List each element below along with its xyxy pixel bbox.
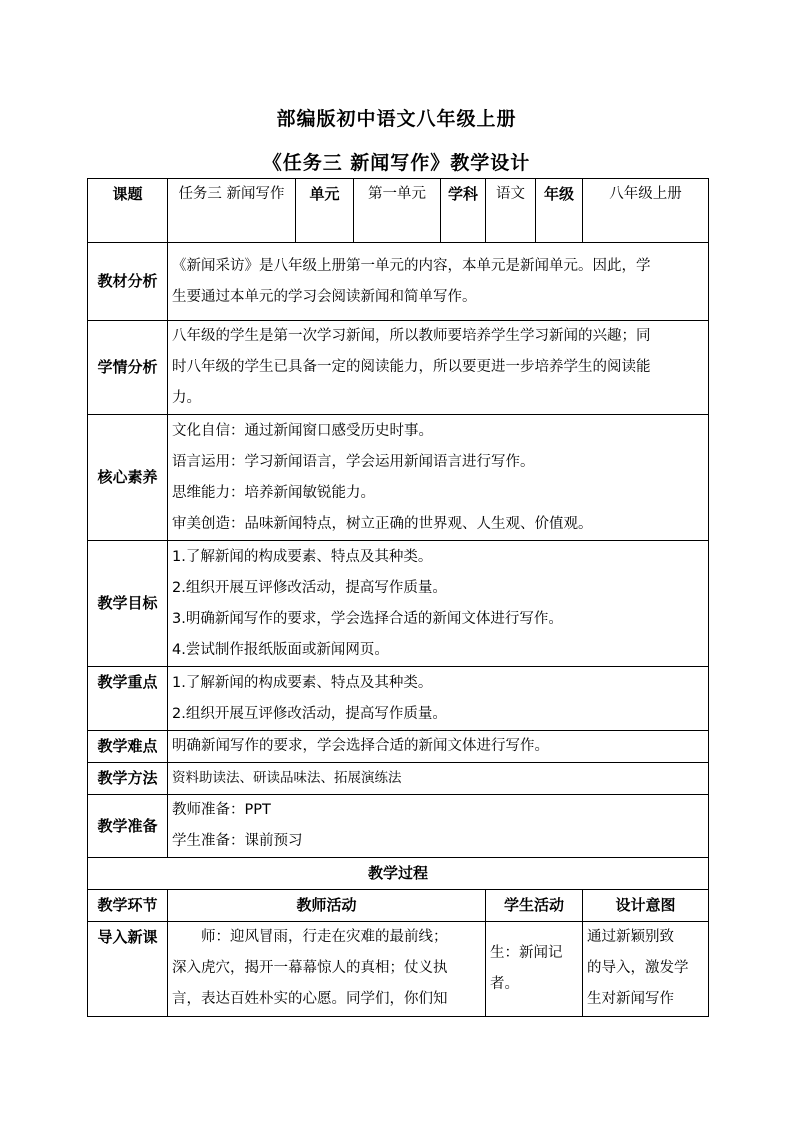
col-stage-header: 教学环节 [88,890,168,922]
grade-label: 年级 [536,179,583,243]
goals-content [168,541,709,667]
preparation-line: 学生准备：课前预习 [172,833,303,849]
difficulty-content [168,731,709,763]
goals-line: 3.明确新闻写作的要求，学会选择合适的新闻文体进行写作。 [172,610,563,627]
topic-value: 任务三 新闻写作 [168,179,296,243]
col-teacher-header: 教师活动 [168,890,486,922]
students-content [168,321,709,415]
process-header-row [88,890,709,922]
teacher-line: 深入虎穴，揭开一幕幕惊人的真相；仗义执 [172,960,448,976]
lesson-plan-table [87,178,709,1017]
stage-cell: 导入新课 [88,922,168,1017]
material-line: 《新闻采访》是八年级上册第一单元的内容，本单元是新闻单元。因此，学 [172,257,651,274]
students-line: 八年级的学生是第一次学习新闻，所以教师要培养学生学习新闻的兴趣；同 [172,328,651,344]
literacy-line: 文化自信：通过新闻窗口感受历史时事。 [172,422,433,439]
keypoints-line: 1.了解新闻的构成要素、特点及其种类。 [172,674,433,691]
process-title: 教学过程 [88,858,709,890]
goals-line: 2.组织开展互评修改活动，提高写作质量。 [172,579,447,596]
document-title: 部编版初中语文八年级上册 [276,108,517,130]
methods-label: 教学方法 [88,763,168,795]
preparation-content [168,795,709,858]
difficulty-line: 明确新闻写作的要求，学会选择合适的新闻文体进行写作。 [172,738,549,754]
teacher-line: 师：迎风冒雨，行走在灾难的最前线； [201,929,448,945]
literacy-line: 审美创造：品味新闻特点，树立正确的世界观、人生观、价值观。 [172,515,593,532]
keypoints-row [88,667,709,731]
unit-label: 单元 [296,179,354,243]
col-intent-header: 设计意图 [583,890,709,922]
teacher-activity [168,922,486,1017]
student-line: 者。 [490,976,519,992]
material-content [168,243,709,321]
students-row [88,321,709,415]
keypoints-content [168,667,709,731]
methods-content [168,763,709,795]
intent-line: 的导入，激发学 [587,960,689,976]
methods-line: 资料助读法、研读品味法、拓展演练法 [172,770,402,786]
preparation-label: 教学准备 [88,795,168,858]
intent-line: 生对新闻写作 [587,991,674,1007]
goals-label: 教学目标 [88,541,168,667]
subject-label: 学科 [441,179,486,243]
material-line: 生要通过本单元的学习会阅读新闻和简单写作。 [172,288,477,305]
students-label: 学情分析 [88,321,168,415]
keypoints-label: 教学重点 [88,667,168,731]
preparation-line: 教师准备：PPT [172,802,271,818]
teacher-line: 言，表达百姓朴实的心愿。同学们，你们知 [172,991,448,1007]
methods-row [88,763,709,795]
difficulty-row [88,731,709,763]
keypoints-line: 2.组织开展互评修改活动，提高写作质量。 [172,705,447,722]
students-line: 力。 [172,390,201,406]
col-student-header: 学生活动 [486,890,583,922]
intent-line: 通过新颖别致 [587,929,674,945]
literacy-content [168,415,709,541]
student-line: 生：新闻记 [490,945,563,961]
literacy-label: 核心素养 [88,415,168,541]
grade-value: 八年级上册 [583,179,709,243]
difficulty-label: 教学难点 [88,731,168,763]
document-subtitle: 《任务三 新闻写作》教学设计 [262,152,531,174]
student-activity [486,922,583,1017]
students-line: 时八年级的学生已具备一定的阅读能力，所以要更进一步培养学生的阅读能 [172,359,651,375]
topic-label: 课题 [88,179,168,243]
goals-line: 4.尝试制作报纸版面或新闻网页。 [172,641,389,658]
process-row [88,922,709,1017]
subject-value: 语文 [486,179,536,243]
goals-row [88,541,709,667]
literacy-row [88,415,709,541]
material-label: 教材分析 [88,243,168,321]
unit-value: 第一单元 [354,179,441,243]
goals-line: 1.了解新闻的构成要素、特点及其种类。 [172,548,433,565]
header-row [88,179,709,243]
material-row [88,243,709,321]
process-title-row [88,858,709,890]
preparation-row [88,795,709,858]
literacy-line: 思维能力：培养新闻敏锐能力。 [172,484,375,501]
literacy-line: 语言运用：学习新闻语言，学会运用新闻语言进行写作。 [172,453,535,470]
design-intent [583,922,709,1017]
